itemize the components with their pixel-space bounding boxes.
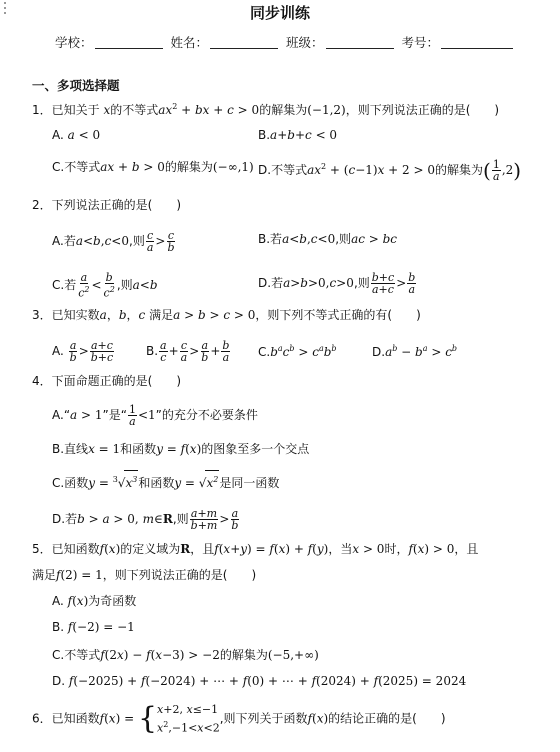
class-blank[interactable] (326, 36, 394, 49)
q2-option-c[interactable]: C.若 $\frac{a}{c^2}$ < $\frac{b}{c^2}$ ,则a<b (52, 271, 158, 300)
q2-option-a[interactable]: A.若a<b,c<0,则 $\frac{c}{a}$ > $\frac{c}{b}$ (52, 229, 175, 254)
class-label: 班级： (286, 35, 324, 50)
q2-option-d[interactable]: D.若a>b>0,c>0,则 $\frac{b+c}{a+c}$ > $\frac{b}{a}$ (258, 271, 416, 296)
q4-option-a[interactable]: A.“a > 1”是“ $\frac{1}{a}$ <1”的充分不必要条件 (52, 403, 258, 428)
student-info-line (55, 33, 517, 51)
q3-option-c[interactable]: $C.b^ac^b > c^ab^b$ (258, 344, 337, 359)
q5-option-c[interactable]: C.不等式f(2x) − f(x−3) > −2的解集为(−5,+∞) (52, 648, 319, 662)
school-label: 学校： (55, 35, 93, 50)
q2-option-b[interactable]: B.若a<b,c<0,则ac > bc (258, 232, 398, 246)
school-blank[interactable] (95, 36, 163, 49)
q3-option-d[interactable]: $D.a^b - b^a > c^b$ (372, 344, 458, 359)
q1-option-b[interactable]: B.a+b+c < 0 (258, 128, 338, 142)
question-4: 4．下面命题正确的是( ) (32, 374, 182, 388)
q3-option-b[interactable]: B. $\frac{a}{c}$ + $\frac{c}{a}$ > $\frac{a}{b}$ + $\frac{b}{a}$ (146, 339, 230, 364)
question-1: 1．已知关于 x的不等式$ax^2$ + bx + c > 0的解集为(−1,2)，则下列说法正确的是( ) (32, 102, 500, 117)
number-blank[interactable] (441, 36, 513, 49)
section-heading: 一、多项选择题 (32, 78, 120, 93)
q1-option-c[interactable]: C.不等式ax + b > 0的解集为(−∞,1) (52, 160, 254, 174)
question-5-line-2: 满足f(2) = 1，则下列说法正确的是( ) (32, 568, 257, 582)
page-title: 同步训练 (249, 4, 310, 22)
number-label: 考号： (401, 35, 440, 50)
q5-option-a[interactable]: A. f(x)为奇函数 (52, 594, 137, 608)
q1-option-a[interactable]: A. a < 0 (52, 128, 101, 142)
q5-option-d[interactable]: D. f(−2025) + f(−2024) + ⋯ + f(0) + ⋯ + f(2024) + f(2025) = 2024 (52, 674, 467, 688)
question-3: 3．已知实数a，b，c 满足a > b > c > 0，则下列不等式正确的有( ) (32, 308, 421, 322)
question-5: 5．已知函数f(x)的定义域为R，且f(x+y) = f(x) + f(y)，当x > 0时，f(x) > 0，且 (32, 542, 479, 556)
name-blank[interactable] (210, 36, 278, 49)
q4-option-c[interactable]: C.函数$y = ^3√x^3$和函数$y = √x^2$是同一函数 (52, 470, 279, 492)
q4-option-d[interactable]: D.若b > a > 0, m∈R,则 $\frac{a+m}{b+m}$ > $\frac{a}{b}$ (52, 507, 239, 532)
question-6: 6．已知函数f(x) = { x+2, x≤−1 $x^2,-1<x<2$ ,则下列关于函数f(x)的结论正确的是( ) (32, 700, 446, 736)
q1-option-d[interactable]: D.不等式$ax^2 + (c-1)x + 2 > 0$的解集为( $\frac{1}{a}$ ,2) (258, 158, 522, 183)
q4-option-b[interactable]: B.直线x = 1和函数y = f(x)的图象至多一个交点 (52, 442, 310, 456)
q3-option-a[interactable]: A. $\frac{a}{b}$ > $\frac{a+c}{b+c}$ (52, 339, 114, 364)
question-2: 2．下列说法正确的是( ) (32, 198, 182, 212)
q5-option-b[interactable]: B. f(−2) = −1 (52, 620, 135, 634)
name-label: 姓名： (170, 35, 209, 50)
